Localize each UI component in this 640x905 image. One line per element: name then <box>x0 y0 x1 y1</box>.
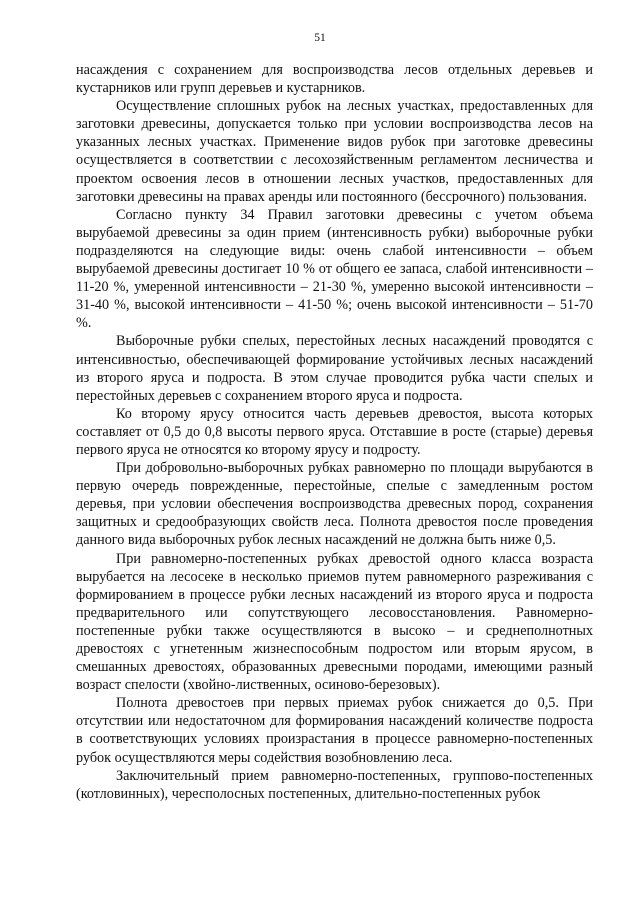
paragraph-voluntary-selective: При добровольно-выборочных рубках равномерно по площади вырубаются в первую очередь поврежденные, перестойные, спелые с замедленным ростом деревья, при условии обеспечения воспроизводства древесных пород, сохранения защитных и средообразующих свойств леса. Полнота древостоя после проведения данного вида выборочных рубок лесных насаждений не должна быть ниже 0,5. <box>76 460 593 549</box>
paragraph-continuation: насаждения с сохранением для воспроизводства лесов отдельных деревьев и кустарников или групп деревьев и кустарников. <box>76 62 593 97</box>
body-text <box>76 61 593 803</box>
page-number: 51 <box>314 32 326 44</box>
paragraph-final-stage: Заключительный прием равномерно-постепенных, группово-постепенных (котловинных), чересполосных постепенных, длительно-постепенных рубок <box>76 767 593 802</box>
paragraph-selective-cutting: Выборочные рубки спелых, перестойных лесных насаждений проводятся с интенсивностью, обеспечивающей формирование устойчивых лесных насаждений из второго яруса и подроста. В этом случае проводится рубка части спелых и перестойных деревьев с сохранением второго яруса и подроста. <box>76 333 593 404</box>
paragraph-second-tier: Ко второму ярусу относится часть деревьев древостоя, высота которых составляет от 0,5 до 0,8 высоты первого яруса. Отставшие в росте (старые) деревья первого яруса не относятся ко второму ярусу и подросту. <box>76 405 593 458</box>
paragraph-cutting-intensity: Согласно пункту 34 Правил заготовки древесины с учетом объема вырубаемой древесины за один прием (интенсивность рубки) выборочные рубки подразделяются на следующие виды: очень слабой интенсивности – объем вырубаемой древесины достигает 10 % от общего ее запаса, слабой интенсивности – 11-20 %, умеренной интенсивности – 21-30 %, умеренно высокой интенсивности – 31-40 %, высокой интенсивности – 41-50 %; очень высокой интенсивности – 51-70 %. <box>76 206 593 332</box>
paragraph-clear-cutting: Осуществление сплошных рубок на лесных участках, предоставленных для заготовки древесины, допускается только при условии воспроизводства лесов на указанных лесных участках. Применение видов рубок при заготовке древесины осуществляется в соответствии с лесохозяйственным регламентом лесничества и проектом освоения лесов в отношении лесных участков, предоставленных для заготовки древесины на правах аренды или постоянного (бессрочного) пользования. <box>76 98 593 205</box>
paragraph-stand-density: Полнота древостоев при первых приемах рубок снижается до 0,5. При отсутствии или недостаточном для формирования насаждений количестве подроста в соответствующих условиях произрастания в процессе равномерно-постепенных рубок осуществляются меры содействия возобновлению леса. <box>76 695 593 766</box>
paragraph-uniform-gradual: При равномерно-постепенных рубках древостой одного класса возраста вырубается на лесосеке в несколько приемов путем равномерного разреживания с формированием в процессе рубки лесных насаждений из второго яруса и подроста предварительного или сопутствующего лесовосстановления. Равномерно-постепенные рубки также осуществляются в высоко – и среднеполнотных древостоях с угнетенным жизнеспособным подростом или вторым ярусом, в смешанных древостоях, образованных древесными породами, имеющими разный возраст спелости (хвойно-лиственных, осиново-березовых). <box>76 550 593 694</box>
